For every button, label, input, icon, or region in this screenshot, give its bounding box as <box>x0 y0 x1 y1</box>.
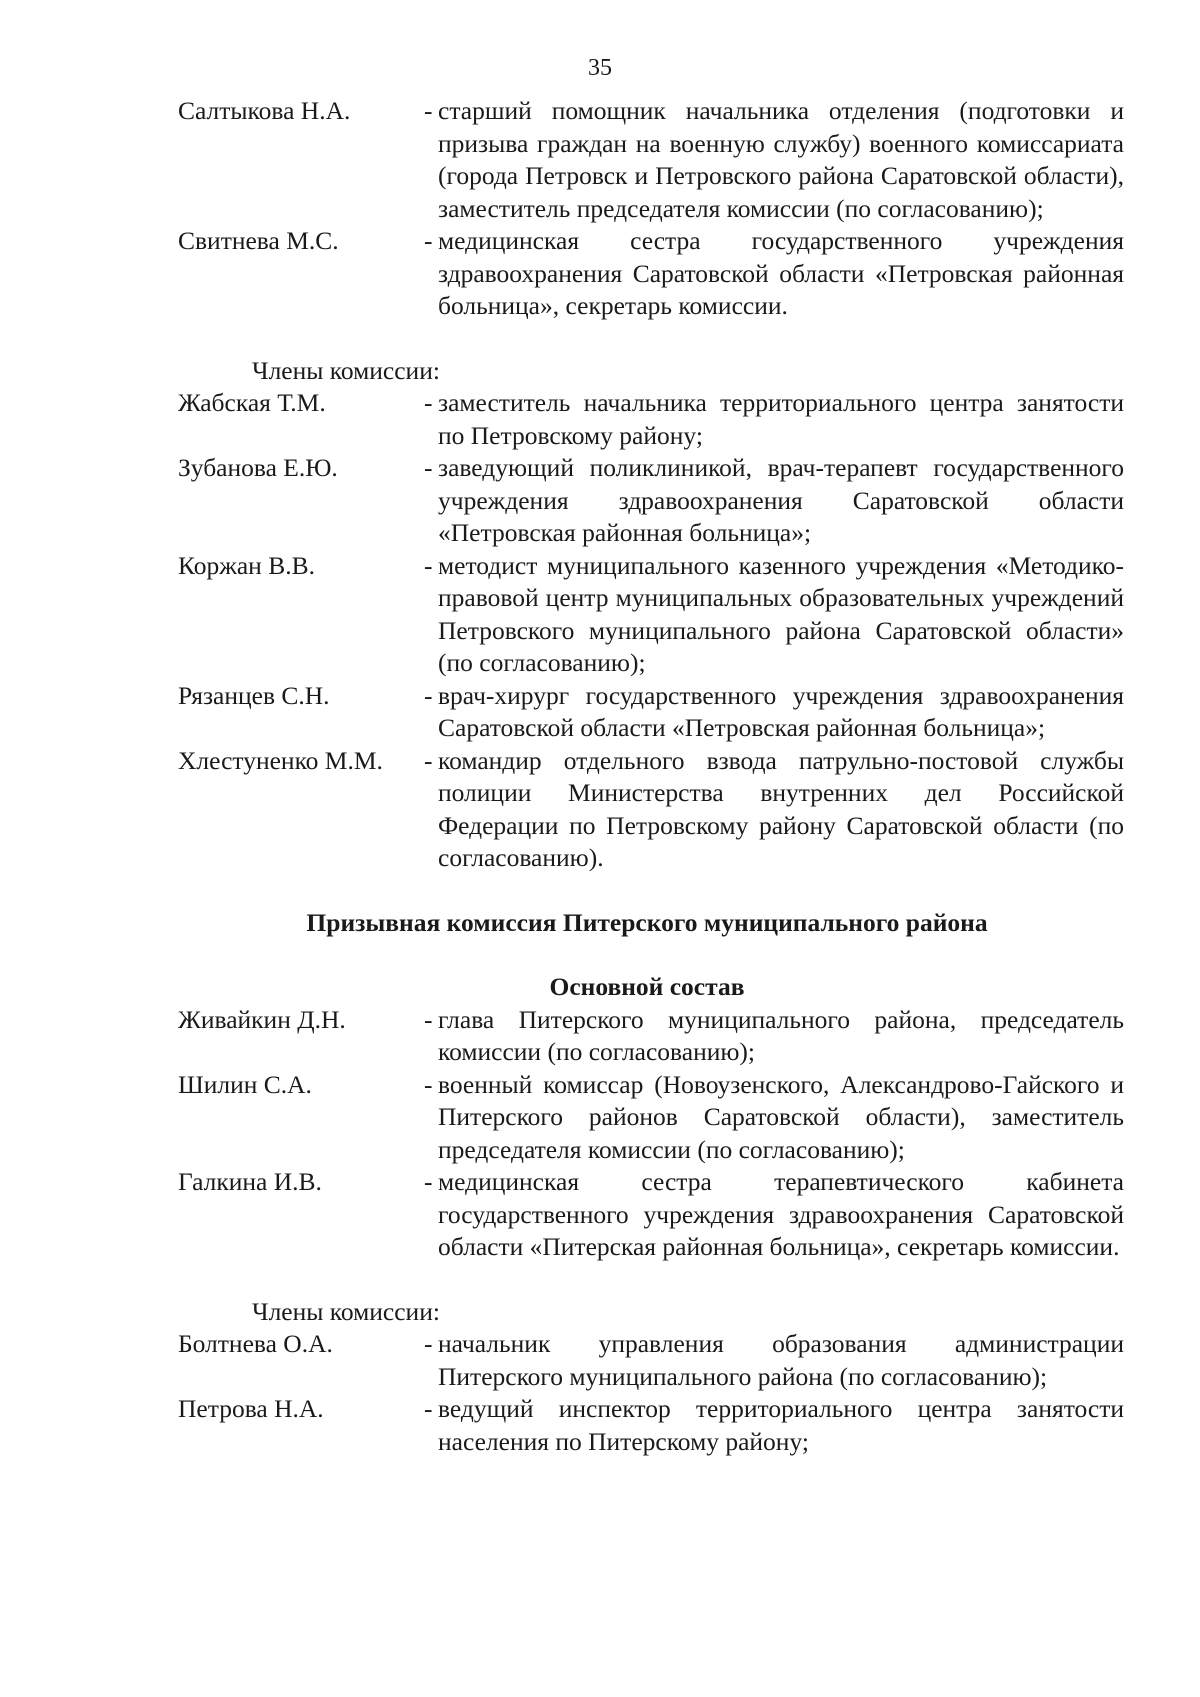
list-item <box>178 680 1124 745</box>
list-item <box>178 387 1124 452</box>
person-name: Рязанцев С.Н. <box>178 680 330 710</box>
dash: - <box>424 226 433 255</box>
dash: - <box>424 550 433 580</box>
list-item <box>178 452 1124 550</box>
person-role: начальник управления образования администрации Питерского муниципального района (по согласованию); <box>438 1329 1124 1391</box>
list-item <box>178 550 1124 680</box>
person-role: медицинская сестра государственного учреждения здравоохранения Саратовской области «Петровская районная больница», секретарь комиссии. <box>438 226 1124 320</box>
person-name: Коржан В.В. <box>178 550 315 580</box>
dash: - <box>424 680 433 710</box>
person-name: Хлестуненко М.М. <box>178 745 383 775</box>
dash: - <box>424 1394 433 1423</box>
list-item <box>178 1328 1124 1393</box>
document-body <box>178 95 1124 1458</box>
members-heading: Члены комиссии: <box>252 1296 440 1326</box>
person-role: старший помощник начальника отделения (подготовки и призыва граждан на военную службу) военного комиссариата (города Петровск и Петровского района Саратовской области), заместитель председателя комиссии (по согласованию); <box>438 96 1124 223</box>
person-role: глава Питерского муниципального района, председатель комиссии (по согласованию); <box>438 1004 1124 1066</box>
dash: - <box>424 453 433 482</box>
person-name: Галкина И.В. <box>178 1167 322 1196</box>
list-item <box>178 745 1124 875</box>
person-name: Шилин С.А. <box>178 1069 312 1099</box>
person-role: ведущий инспектор территориального центра занятости населения по Питерскому району; <box>438 1394 1124 1456</box>
person-role: методист муниципального казенного учреждения «Методико-правовой центр муниципальных образовательных учреждений Петровского муниципального района Саратовской области» (по согласованию); <box>438 550 1124 677</box>
dash: - <box>424 745 433 775</box>
person-role: заведующий поликлиникой, врач-терапевт государственного учреждения здравоохранения Саратовской области «Петровская районная больница»; <box>438 453 1124 547</box>
person-role: командир отдельного взвода патрульно-постовой службы полиции Министерства внутренних дел Российской Федерации по Петровскому району Саратовской области (по согласованию). <box>438 745 1124 872</box>
dash: - <box>424 1069 433 1099</box>
dash: - <box>424 1004 433 1034</box>
members-heading: Члены комиссии: <box>252 355 440 385</box>
entry-list-committee <box>178 1004 1124 1264</box>
list-item <box>178 1069 1124 1167</box>
entry-list-members2 <box>178 1328 1124 1458</box>
person-name: Живайкин Д.Н. <box>178 1004 346 1034</box>
person-name: Жабская Т.М. <box>178 388 326 417</box>
dash: - <box>424 388 433 417</box>
page-number: 35 <box>588 55 612 81</box>
list-item <box>178 1393 1124 1458</box>
person-role: медицинская сестра терапевтического кабинета государственного учреждения здравоохранения Саратовской области «Питерская районная больница», секретарь комиссии. <box>438 1167 1124 1261</box>
committee-title: Призывная комиссия Питерского муниципального района <box>306 907 988 937</box>
person-role: военный комиссар (Новоузенского, Александрово-Гайского и Питерского районов Саратовской области), заместитель председателя комиссии (по согласованию); <box>438 1069 1124 1164</box>
entry-list-block1 <box>178 95 1124 323</box>
person-name: Петрова Н.А. <box>178 1394 324 1423</box>
person-role: врач-хирург государственного учреждения здравоохранения Саратовской области «Петровская районная больница»; <box>438 680 1124 742</box>
dash: - <box>424 1167 433 1196</box>
person-role: заместитель начальника территориального центра занятости по Петровскому району; <box>438 388 1124 450</box>
list-item <box>178 95 1124 225</box>
person-name: Болтнева О.А. <box>178 1329 333 1358</box>
dash: - <box>424 1329 433 1358</box>
person-name: Свитнева М.С. <box>178 226 339 255</box>
list-item <box>178 1004 1124 1069</box>
list-item <box>178 1166 1124 1264</box>
entry-list-members1 <box>178 387 1124 875</box>
person-name: Зубанова Е.Ю. <box>178 453 338 482</box>
dash: - <box>424 96 433 125</box>
composition-title: Основной состав <box>549 972 745 1001</box>
person-name: Салтыкова Н.А. <box>178 96 351 125</box>
list-item <box>178 225 1124 323</box>
